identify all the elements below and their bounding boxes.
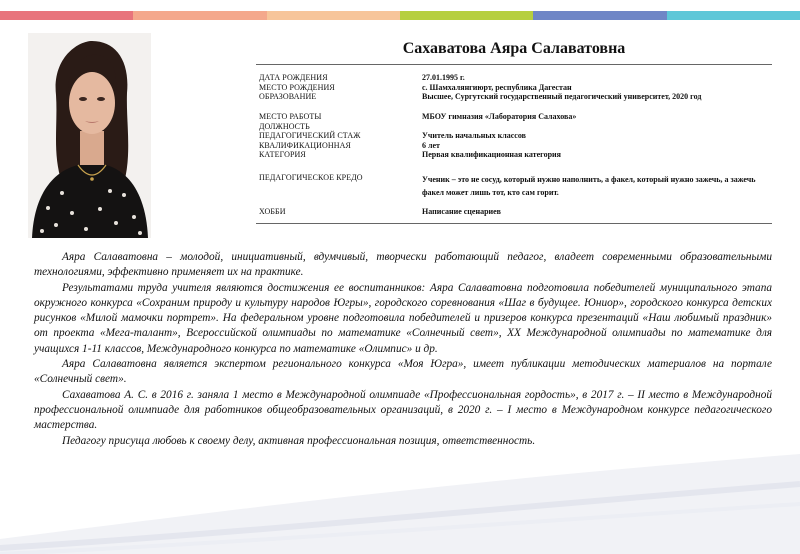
stripe-segment-5 bbox=[533, 11, 666, 20]
stripe-segment-4 bbox=[400, 11, 533, 20]
info-table bbox=[256, 64, 772, 224]
color-stripe bbox=[0, 11, 800, 20]
info-value: Написание сценариев bbox=[422, 207, 502, 216]
stripe-segment-6 bbox=[667, 11, 800, 20]
info-label: ПЕДАГОГИЧЕСКОЕ КРЕДО bbox=[259, 173, 363, 182]
info-label: ХОББИ bbox=[259, 207, 286, 216]
stripe-segment-3 bbox=[267, 11, 400, 20]
person-name: Сахаватова Аяра Салаватовна bbox=[402, 40, 626, 57]
bio-paragraph: Аяра Салаватовна – молодой, инициативный, вдумчивый, творчески работающий педагог, владеет современными образовательными технологиями, эффективно применяет их на практике. bbox=[34, 251, 772, 279]
info-value: МБОУ гимназия «Лаборатория Салахова» Учитель начальных классов 6 лет Первая квалификационная категория bbox=[422, 112, 577, 160]
bio-paragraph: Аяра Салаватовна является экспертом регионального конкурса «Моя Югра», имеет публикации методических материалов на портале «Солнечный свет». bbox=[34, 358, 772, 386]
bio-paragraph: Сахаватова А. С. в 2016 г. заняла 1 место в Международной олимпиаде «Профессиональная гордость», в 2017 г. – II место в Международной профессиональной олимпиаде для работников общеобразовательных организаций, в 2020 г. – I место в Международном конкурсе педагогического мастерства. bbox=[34, 388, 772, 432]
stripe-segment-1 bbox=[0, 11, 133, 20]
stripe-segment-2 bbox=[133, 11, 266, 20]
biography-text bbox=[34, 250, 772, 449]
info-value: 27.01.1995 г. с. Шамхалянгиюрт, республика Дагестан Высшее, Сургутский государственный педагогический университет, 2020 год bbox=[422, 73, 702, 102]
decorative-wave bbox=[0, 444, 800, 554]
info-value: Ученик – это не сосуд, который нужно наполнить, а факел, который нужно зажечь, а зажечь факел может лишь тот, кто сам горит. bbox=[422, 175, 756, 197]
bio-paragraph: Педагогу присуща любовь к своему делу, активная профессиональная позиция, ответственность. bbox=[62, 434, 536, 447]
info-label: МЕСТО РАБОТЫ ДОЛЖНОСТЬ ПЕДАГОГИЧЕСКИЙ СТАЖ КВАЛИФИКАЦИОННАЯ КАТЕГОРИЯ bbox=[259, 112, 361, 160]
bio-paragraph: Результатами труда учителя являются достижения ее воспитанников: Аяра Салаватовна подготовила победителей муниципального этапа окружного конкурса «Сохраним природу и культуру народов Югры», городского соревнования «Шаг в будущее. Юниор», городского конкурса детских рисунков «Милой мамочки портрет». На федеральном уровне подготовила победителей и призеров конкурса презентаций «Наш любимый праздник» от проекта «Мега-талант», Всероссийской олимпиады по математике «Солнечный свет», XX Международной олимпиады по математике для учащихся 1-11 классов, Международного конкурса по математике «Олимпис» и др. bbox=[34, 281, 772, 355]
info-label: ДАТА РОЖДЕНИЯ МЕСТО РОЖДЕНИЯ ОБРАЗОВАНИЕ bbox=[259, 73, 335, 102]
portrait-photo bbox=[28, 33, 151, 238]
